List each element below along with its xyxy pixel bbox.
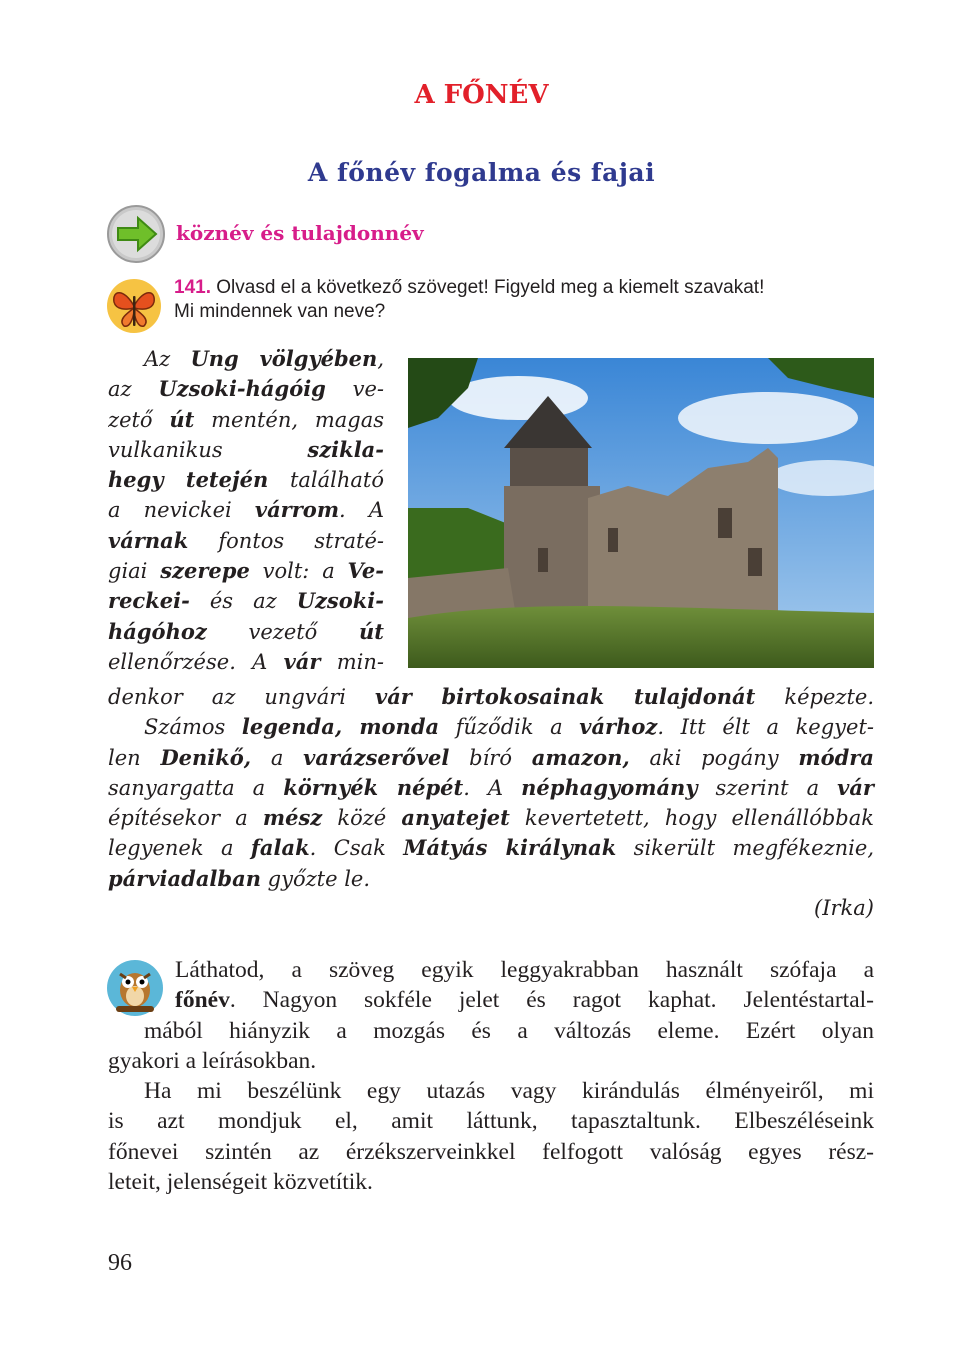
text-run: a [251,745,304,770]
emphasized-word: hágóhoz [108,618,207,644]
text-run: Ha mi beszélünk egy utazás vagy kirándulás élményeiről, mi [144,1078,874,1105]
text-line [108,833,874,863]
text-run: . A [339,498,384,523]
text-run: mából hiányzik a mozgás és a változás eleme. Ezért olyan [144,1017,874,1044]
text-run: leteit, jelenségeit közvetítik. [108,1169,373,1196]
text-run: gyakori a leírásokban. [108,1047,317,1074]
explanation-text [108,955,874,1197]
text-line [108,495,384,525]
text-run: , [377,347,384,371]
text-run: kevertetett, hogy ellenállóbbak [509,806,874,831]
emphasized-word: várnak [108,527,189,553]
text-line [108,955,874,985]
exercise-number: 141. [174,277,211,298]
text-line [108,465,384,495]
text-run: fűződik a [439,715,580,740]
emphasized-word: módra [798,744,874,770]
text-run: vezető [206,619,360,644]
exercise-question: Mi mindennek van neve? [174,301,386,322]
text-run: építésekor a [108,806,263,831]
text-run: fontos straté- [188,528,384,553]
text-run: vulkanikus [108,437,308,462]
text-line [108,773,874,803]
emphasized-word: anyatejet [401,805,510,831]
emphasized-word: néphagyomány [521,774,698,800]
emphasized-word: legenda, monda [241,714,440,740]
emphasized-word: szerepe [160,558,250,584]
emphasized-word: vár birtokosainak tulajdonát [375,684,756,709]
text-run: giai [108,559,161,584]
text-run: Számos [144,715,242,740]
reading-source: (Irka) [814,896,874,920]
emphasized-word: Ung völgyében [190,346,378,371]
text-run: bíró [449,745,532,770]
emphasized-word: út [359,618,384,644]
text-run: zető [108,407,170,432]
text-run: legyenek a [108,836,251,861]
text-run: az [108,377,159,402]
text-line [108,1046,874,1076]
text-run: sanyargatta a [108,775,284,800]
emphasized-word: falak [250,835,310,861]
text-line [108,617,384,647]
text-line [108,344,384,374]
chapter-title: A FŐNÉV [414,80,549,110]
text-line [108,1137,874,1167]
exercise-141 [174,276,874,324]
section-title: A főnév fogalma és fajai [307,158,656,187]
emphasized-word: párviadalban [108,865,261,891]
text-line [108,1167,874,1197]
text-line [108,682,874,712]
text-run: min- [320,649,384,674]
text-run: szerint a [697,775,838,800]
text-line [108,556,384,586]
emphasized-word: Ve- [347,558,384,584]
emphasized-word: szikla- [307,436,384,462]
text-run: . Itt élt a kegyet- [657,715,874,740]
text-line [108,803,874,833]
text-run: denkor az ungvári [108,685,375,709]
emphasized-word: varázserővel [303,744,450,770]
text-run: ve- [325,377,384,402]
text-run: főnevei szintén az érzékszerveinkkel felfogott valóság egyes rész- [108,1138,874,1165]
text-run: . A [463,775,522,800]
text-run: képezte. [755,685,874,709]
emphasized-word: főnév [175,987,230,1014]
text-line [108,526,384,556]
text-line [108,586,384,616]
text-run: ellenőrzése. A [108,649,284,674]
text-run: és az [189,589,297,614]
butterfly-icon [106,278,162,334]
text-run: győzte le. [260,866,371,891]
emphasized-word: Uzsoki- [296,588,384,614]
emphasized-word: vár [283,648,321,674]
text-line [108,405,384,435]
page-number: 96 [108,1250,132,1276]
text-run: közé [322,806,402,831]
text-line [108,435,384,465]
emphasized-word: reckei- [108,588,190,614]
text-line [108,864,874,894]
text-run: a nevickei [108,498,255,523]
text-run: len [108,745,161,770]
text-run: . Csak [309,836,404,861]
text-run: . Nagyon sokféle jelet és ragot kaphat. Jelentéstartal- [229,987,874,1014]
text-run: Láthatod, a szöveg egyik leggyakrabban használt szófaja a [175,957,874,983]
reading-text-wrapped [108,344,384,677]
text-line [108,1076,874,1106]
text-line [108,985,874,1015]
emphasized-word: várrom [254,497,340,523]
text-line [108,1016,874,1046]
emphasized-word: hegy tetején [108,467,269,493]
text-run: található [268,468,384,493]
green-arrow-icon [106,204,166,264]
emphasized-word: amazon, [531,744,630,770]
emphasized-word: mész [262,805,323,831]
emphasized-word: Mátyás királynak [403,835,617,861]
text-run: aki pogány [629,745,799,770]
reading-text-full [108,682,874,894]
emphasized-word: Uzsoki-hágóig [158,376,326,402]
text-line [108,712,874,742]
text-run: volt: a [249,559,348,584]
text-run: sikerült megfékeznie, [616,836,874,861]
emphasized-word: út [169,406,195,432]
text-line [108,374,384,404]
emphasized-word: környék népét [283,774,464,800]
emphasized-word: vár [837,774,874,800]
text-line [108,1106,874,1136]
text-run: is azt mondjuk el, amit láttunk, tapasztaltunk. Elbeszéléseink [108,1108,874,1135]
emphasized-word: Denikő, [160,744,252,770]
exercise-instruction: Olvasd el a következő szöveget! Figyeld meg a kiemelt szavakat! [210,277,765,298]
text-run: mentén, magas [194,407,384,432]
emphasized-word: várhoz [579,714,658,740]
topic-label: köznév és tulajdonnév [176,221,424,245]
castle-photo [408,358,874,668]
text-run: Az [144,347,191,371]
text-line [108,743,874,773]
text-line [108,647,384,677]
